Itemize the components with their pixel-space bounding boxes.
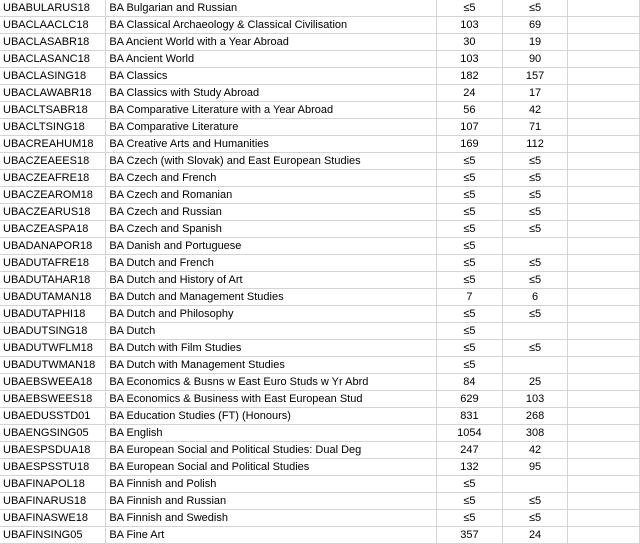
- count-a-cell[interactable]: 107: [436, 119, 502, 136]
- count-b-cell[interactable]: 71: [502, 119, 567, 136]
- course-name-cell[interactable]: BA Classics: [106, 68, 437, 85]
- count-b-cell[interactable]: 6: [502, 289, 567, 306]
- count-b-cell[interactable]: 42: [502, 442, 567, 459]
- course-name-cell[interactable]: BA Finnish and Polish: [106, 476, 437, 493]
- empty-cell[interactable]: [568, 340, 640, 357]
- empty-cell[interactable]: [568, 527, 640, 544]
- count-a-cell[interactable]: ≤5: [436, 204, 502, 221]
- empty-cell[interactable]: [568, 493, 640, 510]
- table-row: [0, 153, 640, 170]
- course-name-cell[interactable]: BA European Social and Political Studies: Dual Deg: [106, 442, 437, 459]
- course-name-cell[interactable]: BA Bulgarian and Russian: [106, 0, 437, 17]
- table-row: [0, 238, 640, 255]
- course-name-cell[interactable]: BA English: [106, 425, 437, 442]
- table-row: [0, 187, 640, 204]
- course-name-cell[interactable]: BA Dutch: [106, 323, 437, 340]
- table-row: [0, 221, 640, 238]
- count-b-cell[interactable]: ≤5: [502, 306, 567, 323]
- empty-cell[interactable]: [568, 425, 640, 442]
- count-a-cell[interactable]: 103: [436, 51, 502, 68]
- empty-cell[interactable]: [568, 255, 640, 272]
- course-code-cell[interactable]: UBACZEAFRE18: [0, 170, 106, 187]
- course-name-cell[interactable]: BA Comparative Literature: [106, 119, 437, 136]
- table-row: [0, 527, 640, 544]
- course-name-cell[interactable]: BA Dutch and Philosophy: [106, 306, 437, 323]
- count-b-cell[interactable]: 90: [502, 51, 567, 68]
- count-b-cell[interactable]: 95: [502, 459, 567, 476]
- count-b-cell[interactable]: ≤5: [502, 187, 567, 204]
- count-a-cell[interactable]: ≤5: [436, 238, 502, 255]
- empty-cell[interactable]: [568, 119, 640, 136]
- empty-cell[interactable]: [568, 391, 640, 408]
- table-row: [0, 68, 640, 85]
- course-code-cell[interactable]: UBACREAHUM18: [0, 136, 106, 153]
- count-a-cell[interactable]: 357: [436, 527, 502, 544]
- empty-cell[interactable]: [568, 85, 640, 102]
- empty-cell[interactable]: [568, 476, 640, 493]
- empty-cell[interactable]: [568, 357, 640, 374]
- table-row: [0, 102, 640, 119]
- count-b-cell[interactable]: 308: [502, 425, 567, 442]
- empty-cell[interactable]: [568, 238, 640, 255]
- count-a-cell[interactable]: ≤5: [436, 272, 502, 289]
- course-name-cell[interactable]: BA Comparative Literature with a Year Abroad: [106, 102, 437, 119]
- table-row: [0, 272, 640, 289]
- course-name-cell[interactable]: BA Dutch and History of Art: [106, 272, 437, 289]
- course-name-cell[interactable]: BA Classical Archaeology & Classical Civilisation: [106, 17, 437, 34]
- course-name-cell[interactable]: BA Dutch with Management Studies: [106, 357, 437, 374]
- course-code-cell[interactable]: UBABULARUS18: [0, 0, 106, 17]
- course-code-cell[interactable]: UBADANAPOR18: [0, 238, 106, 255]
- count-b-cell[interactable]: ≤5: [502, 170, 567, 187]
- table-row: [0, 51, 640, 68]
- course-name-cell[interactable]: BA Czech and Romanian: [106, 187, 437, 204]
- course-code-cell[interactable]: UBACLASING18: [0, 68, 106, 85]
- count-a-cell[interactable]: 247: [436, 442, 502, 459]
- course-code-cell[interactable]: UBADUTSING18: [0, 323, 106, 340]
- count-b-cell[interactable]: 69: [502, 17, 567, 34]
- table-row: [0, 85, 640, 102]
- course-name-cell[interactable]: BA Danish and Portuguese: [106, 238, 437, 255]
- table-row: [0, 323, 640, 340]
- empty-cell[interactable]: [568, 510, 640, 527]
- count-b-cell[interactable]: 103: [502, 391, 567, 408]
- table-row: [0, 136, 640, 153]
- count-a-cell[interactable]: 182: [436, 68, 502, 85]
- count-b-cell[interactable]: 17: [502, 85, 567, 102]
- table-row: [0, 17, 640, 34]
- empty-cell[interactable]: [568, 102, 640, 119]
- count-a-cell[interactable]: 629: [436, 391, 502, 408]
- empty-cell[interactable]: [568, 170, 640, 187]
- empty-cell[interactable]: [568, 51, 640, 68]
- table-row: [0, 476, 640, 493]
- table-row: [0, 119, 640, 136]
- course-code-cell[interactable]: UBACLASABR18: [0, 34, 106, 51]
- course-name-cell[interactable]: BA Economics & Business with East European Stud: [106, 391, 437, 408]
- course-code-cell[interactable]: UBAFINSING05: [0, 527, 106, 544]
- count-b-cell[interactable]: ≤5: [502, 510, 567, 527]
- course-code-cell[interactable]: UBAEDUSSTD01: [0, 408, 106, 425]
- table-row: [0, 340, 640, 357]
- count-a-cell[interactable]: 169: [436, 136, 502, 153]
- course-name-cell[interactable]: BA Creative Arts and Humanities: [106, 136, 437, 153]
- count-b-cell[interactable]: ≤5: [502, 340, 567, 357]
- empty-cell[interactable]: [568, 221, 640, 238]
- empty-cell[interactable]: [568, 374, 640, 391]
- empty-cell[interactable]: [568, 187, 640, 204]
- count-a-cell[interactable]: ≤5: [436, 510, 502, 527]
- course-name-cell[interactable]: BA Czech (with Slovak) and East European Studies: [106, 153, 437, 170]
- course-code-cell[interactable]: UBAENGSING05: [0, 425, 106, 442]
- empty-cell[interactable]: [568, 289, 640, 306]
- table-row: [0, 510, 640, 527]
- table-row: [0, 374, 640, 391]
- count-b-cell[interactable]: [502, 476, 567, 493]
- count-a-cell[interactable]: ≤5: [436, 0, 502, 17]
- course-code-cell[interactable]: UBAESPSDUA18: [0, 442, 106, 459]
- count-a-cell[interactable]: 1054: [436, 425, 502, 442]
- course-name-cell[interactable]: BA Classics with Study Abroad: [106, 85, 437, 102]
- course-code-cell[interactable]: UBACLAWABR18: [0, 85, 106, 102]
- course-code-cell[interactable]: UBAFINARUS18: [0, 493, 106, 510]
- course-code-cell[interactable]: UBADUTAMAN18: [0, 289, 106, 306]
- empty-cell[interactable]: [568, 153, 640, 170]
- count-b-cell[interactable]: [502, 357, 567, 374]
- empty-cell[interactable]: [568, 17, 640, 34]
- empty-cell[interactable]: [568, 68, 640, 85]
- empty-cell[interactable]: [568, 459, 640, 476]
- count-b-cell[interactable]: ≤5: [502, 272, 567, 289]
- course-name-cell[interactable]: BA Finnish and Swedish: [106, 510, 437, 527]
- count-a-cell[interactable]: ≤5: [436, 340, 502, 357]
- course-code-cell[interactable]: UBADUTWFLM18: [0, 340, 106, 357]
- course-code-cell[interactable]: UBADUTAPHI18: [0, 306, 106, 323]
- count-a-cell[interactable]: 7: [436, 289, 502, 306]
- table-row: [0, 255, 640, 272]
- count-b-cell[interactable]: [502, 323, 567, 340]
- count-b-cell[interactable]: 268: [502, 408, 567, 425]
- course-code-cell[interactable]: UBACLASANC18: [0, 51, 106, 68]
- count-a-cell[interactable]: 831: [436, 408, 502, 425]
- count-b-cell[interactable]: 24: [502, 527, 567, 544]
- count-a-cell[interactable]: ≤5: [436, 323, 502, 340]
- course-name-cell[interactable]: BA Czech and Spanish: [106, 221, 437, 238]
- empty-cell[interactable]: [568, 204, 640, 221]
- count-a-cell[interactable]: 132: [436, 459, 502, 476]
- course-code-cell[interactable]: UBACLTSABR18: [0, 102, 106, 119]
- course-name-cell[interactable]: BA Czech and French: [106, 170, 437, 187]
- course-code-cell[interactable]: UBACLAACLC18: [0, 17, 106, 34]
- course-name-cell[interactable]: BA Education Studies (FT) (Honours): [106, 408, 437, 425]
- count-b-cell[interactable]: 25: [502, 374, 567, 391]
- count-a-cell[interactable]: ≤5: [436, 170, 502, 187]
- course-code-cell[interactable]: UBAFINAPOL18: [0, 476, 106, 493]
- count-a-cell[interactable]: ≤5: [436, 357, 502, 374]
- count-a-cell[interactable]: 56: [436, 102, 502, 119]
- course-code-cell[interactable]: UBAEBSWEES18: [0, 391, 106, 408]
- course-name-cell[interactable]: BA Dutch with Film Studies: [106, 340, 437, 357]
- count-b-cell[interactable]: ≤5: [502, 153, 567, 170]
- course-name-cell[interactable]: BA Ancient World: [106, 51, 437, 68]
- table-row: [0, 442, 640, 459]
- course-name-cell[interactable]: BA Economics & Busns w East Euro Studs w Yr Abrd: [106, 374, 437, 391]
- table-row: [0, 459, 640, 476]
- course-code-cell[interactable]: UBACZEAEES18: [0, 153, 106, 170]
- count-a-cell[interactable]: 103: [436, 17, 502, 34]
- course-name-cell[interactable]: BA Fine Art: [106, 527, 437, 544]
- course-name-cell[interactable]: BA Finnish and Russian: [106, 493, 437, 510]
- count-b-cell[interactable]: 112: [502, 136, 567, 153]
- count-b-cell[interactable]: [502, 238, 567, 255]
- empty-cell[interactable]: [568, 136, 640, 153]
- count-b-cell[interactable]: ≤5: [502, 0, 567, 17]
- course-code-cell[interactable]: UBAEBSWEEA18: [0, 374, 106, 391]
- count-a-cell[interactable]: ≤5: [436, 255, 502, 272]
- empty-cell[interactable]: [568, 442, 640, 459]
- count-a-cell[interactable]: ≤5: [436, 187, 502, 204]
- course-code-cell[interactable]: UBADUTAFRE18: [0, 255, 106, 272]
- count-b-cell[interactable]: ≤5: [502, 255, 567, 272]
- count-b-cell[interactable]: 19: [502, 34, 567, 51]
- table-row: [0, 289, 640, 306]
- count-a-cell[interactable]: 30: [436, 34, 502, 51]
- table-row: [0, 0, 640, 17]
- course-name-cell[interactable]: BA European Social and Political Studies: [106, 459, 437, 476]
- count-b-cell[interactable]: 42: [502, 102, 567, 119]
- course-code-cell[interactable]: UBACZEASPA18: [0, 221, 106, 238]
- table-row: [0, 204, 640, 221]
- course-name-cell[interactable]: BA Dutch and Management Studies: [106, 289, 437, 306]
- table-row: [0, 306, 640, 323]
- empty-cell[interactable]: [568, 408, 640, 425]
- table-row: [0, 170, 640, 187]
- count-a-cell[interactable]: 84: [436, 374, 502, 391]
- course-code-cell[interactable]: UBAESPSSTU18: [0, 459, 106, 476]
- count-a-cell[interactable]: ≤5: [436, 476, 502, 493]
- empty-cell[interactable]: [568, 0, 640, 17]
- count-a-cell[interactable]: ≤5: [436, 493, 502, 510]
- table-row: [0, 391, 640, 408]
- table-row: [0, 425, 640, 442]
- count-a-cell[interactable]: ≤5: [436, 221, 502, 238]
- empty-cell[interactable]: [568, 306, 640, 323]
- table-row: [0, 34, 640, 51]
- table-row: [0, 357, 640, 374]
- course-code-cell[interactable]: UBADUTAHAR18: [0, 272, 106, 289]
- table-row: [0, 408, 640, 425]
- count-b-cell[interactable]: ≤5: [502, 493, 567, 510]
- empty-cell[interactable]: [568, 323, 640, 340]
- course-code-cell[interactable]: UBAFINASWE18: [0, 510, 106, 527]
- course-name-cell[interactable]: BA Dutch and French: [106, 255, 437, 272]
- count-b-cell[interactable]: ≤5: [502, 204, 567, 221]
- course-name-cell[interactable]: BA Ancient World with a Year Abroad: [106, 34, 437, 51]
- count-b-cell[interactable]: 157: [502, 68, 567, 85]
- table-row: [0, 493, 640, 510]
- empty-cell[interactable]: [568, 272, 640, 289]
- course-code-cell[interactable]: UBADUTWMAN18: [0, 357, 106, 374]
- count-a-cell[interactable]: ≤5: [436, 153, 502, 170]
- course-code-cell[interactable]: UBACZEAROM18: [0, 187, 106, 204]
- empty-cell[interactable]: [568, 34, 640, 51]
- count-b-cell[interactable]: ≤5: [502, 221, 567, 238]
- course-code-cell[interactable]: UBACZEARUS18: [0, 204, 106, 221]
- count-a-cell[interactable]: 24: [436, 85, 502, 102]
- course-code-cell[interactable]: UBACLTSING18: [0, 119, 106, 136]
- course-name-cell[interactable]: BA Czech and Russian: [106, 204, 437, 221]
- count-a-cell[interactable]: ≤5: [436, 306, 502, 323]
